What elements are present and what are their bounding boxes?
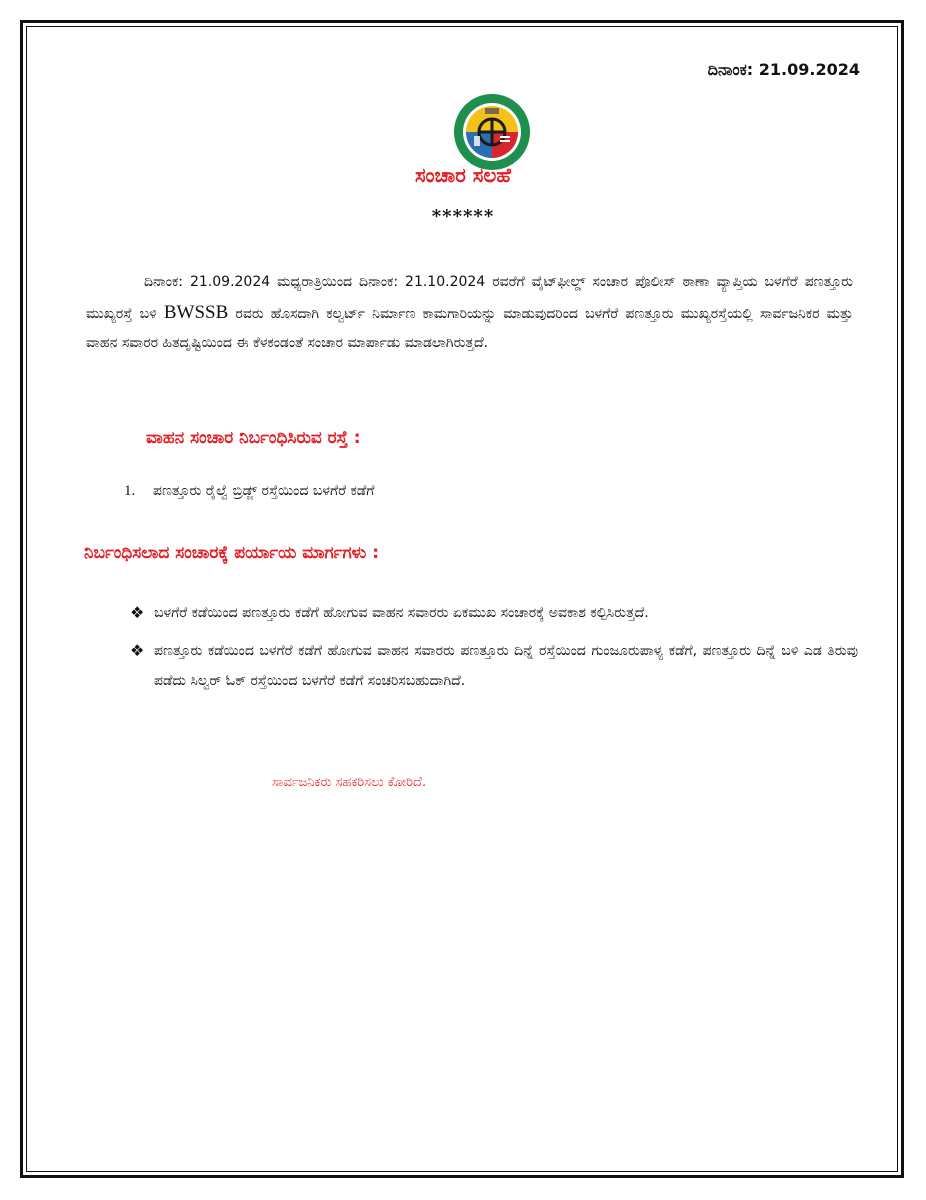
document-title: ಸಂಚಾರ ಸಲಹೆ — [415, 163, 511, 187]
paragraph-text-2: ರವರು ಹೊಸದಾಗಿ ಕಲ್ವರ್ಟ್ ನಿರ್ಮಾಣ ಕಾಮಗಾರಿಯನ್ನು ಮಾಡುವುದರಿಂದ ಬಳಗೆರೆ ಪಣತ್ತೂರು ಮುಖ್ಯರಸ್ತೆಯಲ್ಲಿ ಸಾರ್ವಜನಿಕರ ಮತ್ತು ವಾಹನ ಸವಾರರ ಹಿತದೃಷ್ಟಿಯಿಂದ ಈ ಕೆಳಕಂಡಂತೆ ಸಂಚಾರ ಮಾರ್ಪಾಡು ಮಾಡಲಾಗಿರುತ್ತದೆ. — [86, 305, 854, 351]
diamond-bullet-icon: ❖ — [130, 641, 145, 660]
advisory-paragraph — [86, 268, 853, 359]
item-text: ಪಣತ್ತೂರು ರೈಲ್ವೆ ಬ್ರಿಡ್ಜ್ ರಸ್ತೆಯಿಂದ ಬಳಗೆರೆ ಕಡೆಗೆ — [153, 483, 375, 499]
cooperation-request: ಸಾರ್ವಜನಿಕರು ಸಹಕರಿಸಲು ಕೋರಿದೆ. — [272, 775, 427, 790]
paragraph-bwssb: BWSSB — [163, 301, 229, 323]
alternate-route-item — [130, 598, 858, 628]
alternate-route-item — [130, 636, 858, 696]
alternate-routes-heading: ನಿರ್ಬಂಧಿಸಲಾದ ಸಂಚಾರಕ್ಕೆ ಪರ್ಯಾಯ ಮಾರ್ಗಗಳು : — [84, 543, 380, 563]
diamond-bullet-icon: ❖ — [130, 603, 145, 622]
date-line: ದಿನಾಂಕ: 21.09.2024 — [707, 60, 860, 79]
restricted-road-item — [124, 483, 374, 500]
alternate-route-text: ಪಣತ್ತೂರು ಕಡೆಯಿಂದ ಬಳಗೆರೆ ಕಡೆಗೆ ಹೋಗುವ ವಾಹನ ಸವಾರರು ಪಣತ್ತೂರು ದಿನ್ನೆ ರಸ್ತೆಯಿಂದ ಗುಂಜೂರುಪಾಳ್ಯ ಕಡೆಗೆ, ಪಣತ್ತೂರು ದಿನ್ನೆ ಬಳಿ ಎಡ ತಿರುವು ಪಡೆದು ಸಿಲ್ವರ್ ಓಕ್ ರಸ್ತೆಯಿಂದ ಬಳಗೆರೆ ಕಡೆಗೆ ಸಂಚರಿಸಬಹುದಾಗಿದೆ. — [154, 643, 858, 689]
restricted-road-heading: ವಾಹನ ಸಂಚಾರ ನಿರ್ಬಂಧಿಸಿರುವ ರಸ್ತೆ : — [146, 428, 361, 448]
title-separator: ****** — [431, 206, 495, 227]
paragraph-text-1: ದಿನಾಂಕ: 21.09.2024 ಮಧ್ಯರಾತ್ರಿಯಿಂದ ದಿನಾಂಕ: 21.10.2024 ರವರೆಗೆ ವೈಟ್‌ಫೀಲ್ಡ್ ಸಂಚಾರ ಪೊಲೀಸ್ ಠಾಣಾ ವ್ಯಾಪ್ತಿಯ ಬಳಗೆರೆ ಪಣತ್ತೂರು ಮುಖ್ಯರಸ್ತೆ ಬಳಿ — [86, 274, 853, 322]
alternate-route-text: ಬಳಗೆರೆ ಕಡೆಯಿಂದ ಪಣತ್ತೂರು ಕಡೆಗೆ ಹೋಗುವ ವಾಹನ ಸವಾರರು ಏಕಮುಖ ಸಂಚಾರಕ್ಕೆ ಅವಕಾಶ ಕಲ್ಪಿಸಿರುತ್ತದೆ. — [154, 605, 649, 621]
traffic-police-logo — [452, 92, 532, 172]
item-number: 1. — [124, 483, 136, 499]
